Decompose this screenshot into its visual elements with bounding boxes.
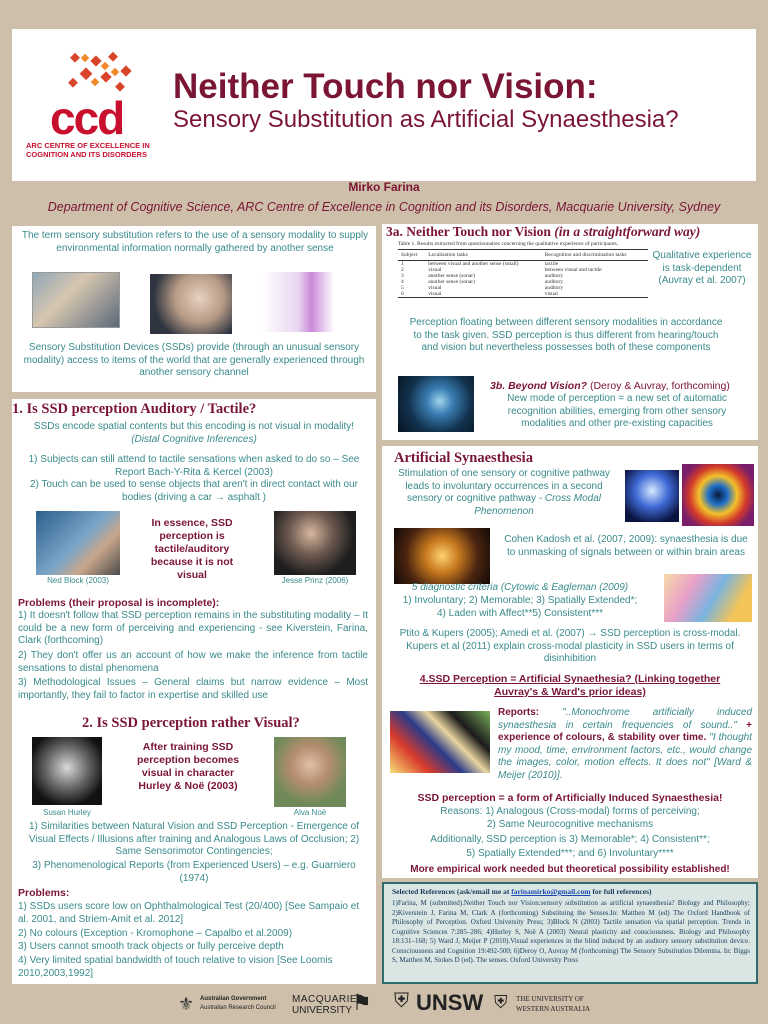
qualitative-text: Qualitative experience is task-dependent (Auvray et al. 2007): [652, 250, 752, 286]
table-cell: 1: [401, 261, 404, 267]
ned-block-photo: [36, 511, 120, 575]
references-heading-end: for full references): [592, 887, 652, 896]
australian-government-logo: [178, 992, 276, 1018]
table-cell: visual: [544, 291, 558, 297]
s1-item1: 1) Subjects can still attend to tactile sensations when asked to do so – See Report Bach-Y-Rita & Kercel (2003): [28, 454, 360, 478]
s3a-heading: [386, 224, 700, 240]
floating-text: Perception floating between different sensory modalities in accordance to the task given. SSD perception is thus different from hearing/touch and vision but nevertheless possesses both of these components: [409, 317, 723, 353]
s1-item2: 2) Touch can be used to sense objects that aren't in direct contact with our bodies (driving a car → asphalt ): [29, 479, 359, 503]
unsw-text: UNSW: [416, 990, 484, 1015]
stimulation-text: [394, 468, 614, 518]
intro-text: The term sensory substitution refers to the use of a sensory modality to supply environmental information normally gathered by another sense: [21, 230, 369, 254]
jesse-prinz-caption: Jesse Prinz (2006): [281, 576, 349, 585]
s1-p1: [26, 421, 362, 446]
s2-p1: 1) Similarities between Natural Vision and SSD Perception - Emergence of Visual Effects / Illusions after training and Analogous Laws of Occlusion; 2) Same Sensorimotor Contingencies;: [28, 821, 360, 857]
colorful-eye-image: [682, 464, 754, 526]
s1-prob3: 3) Methodological Issues – General claims but narrow evidence – Most importantly, they fail to factor in expertise and skilled use: [18, 677, 368, 701]
abstract-art-image: [664, 574, 752, 622]
table-cell: 2: [401, 267, 404, 273]
device-collage-image: [32, 272, 120, 328]
s1-essence: In essence, SSD perception is tactile/auditory because it is not visual: [150, 517, 234, 581]
macquarie-logo: [292, 992, 382, 1018]
results-table: [398, 249, 648, 298]
s4-heading: 4.SSD Perception = Artificial Synaethesia? (Linking together Auvray's & Ward's prior ideas): [419, 673, 721, 698]
section-3-panel: [382, 224, 758, 440]
s2-heading: 2. Is SSD perception rather Visual?: [82, 715, 300, 731]
unsw-logo: [394, 990, 490, 1020]
footer-bar: [0, 986, 768, 1024]
ssd-text: Sensory Substitution Devices (SSDs) provide (through an unusual sensory modality) access to items of the world that are generally experienced through another sensory channel: [23, 342, 365, 378]
s2-problems-heading: Problems:: [18, 887, 70, 899]
poster-subtitle: Sensory Substitution as Artificial Synaesthesia?: [173, 106, 679, 133]
reports-quote-2: "I thought my mood, time, environment factors, etc., would change the images, color, motion effects. It does not" [Ward & Meijer (2010)].: [498, 732, 752, 781]
intro-panel: [12, 226, 376, 392]
table-cell: auditory: [544, 279, 564, 285]
table-cell: 3: [401, 273, 404, 279]
ned-block-caption: Ned Block (2003): [47, 576, 109, 585]
reports-plus: + experience of colours, & stability over time.: [498, 719, 752, 743]
table-row: [398, 291, 648, 298]
header-panel: [12, 29, 756, 181]
table-cell: tactile: [544, 261, 559, 267]
table-cell: between visual and tactile: [544, 267, 602, 273]
table-cell: visual: [428, 285, 442, 291]
crest-icon: ⚜: [178, 994, 195, 1014]
s1-prob1: 1) It doesn't follow that SSD perception remains in the substituting modality – It could be a new form of perceiving and experiencing - see Kiverstein, Farina, Clark (forthcoming): [18, 610, 368, 646]
reports-quote-1: "..Monochrome artificially induced synaesthesia in certain frequencies of sound..": [498, 707, 753, 731]
synaesthesia-panel: [382, 446, 758, 878]
qualitative-table: [398, 241, 648, 298]
references-text: 1)Farina, M (submitted).Neither Touch nor Vision:sensory substitution as artificial synaesthesia? Biology and Philosophy; 2)Kiverstein J, Farina M, Clark A (forthcoming) Substituing the Senses.In: Matthen M (ed) The Oxford Handbook of Philosophy of Perception. Oxford University Press; 3)Block N (2003) Tactile sensation via spatial perception. Trends in Cognitive Sciences 7:285–286; 4)Hurley S, Noë A (2003) Neural plasticity and consciousness. Biology and Philosophy 18:131–168; 5) Ward J, Meijer P (2010).Visual experiences in the blind induced by an auditory sensory substitution device. Consciousness and Cognition 19:492-500; 6)Deroy O, Auvray M (forthcoming) The Sensory Substitution Dilemma. In: Biggs S, Matthen M, Stokes D (ed). The senses. Oxford University Press: [392, 899, 750, 964]
s2-prob3: 3) Users cannot smooth track objects or fully perceive depth: [18, 941, 284, 952]
ccd-caption-1: ARC CENTRE OF EXCELLENCE IN: [26, 141, 150, 150]
references-email[interactable]: farinamirko@gmail.com: [511, 887, 591, 896]
unsw-crest-icon: ⛨: [394, 990, 409, 1012]
cohen-text: Cohen Kadosh et al. (2007, 2009): synaesthesia is due to unmasking of signals between or within brain areas: [504, 534, 748, 558]
references-heading: [392, 887, 652, 896]
alva-noe-caption: Alva Noë: [293, 808, 327, 817]
s3a-heading-italic: (in a straightforward way): [554, 224, 701, 239]
s1-p1-text: SSDs encode spatial contents but this encoding is not visual in modality!: [33, 421, 355, 432]
s4-more: More empirical work needed but theoretical possibility established!: [410, 864, 730, 875]
table-cell: visual: [428, 291, 442, 297]
ptito-text: Ptito & Kupers (2005); Amedi et al. (2007) → SSD perception is cross-modal. Kupers et al (2011) explain cross-modal plasticity in SSD users in terms of disinhibition: [399, 628, 741, 664]
s4-additionally-2: 5) Spatially Extended***; and 6) Involuntary****: [466, 848, 674, 859]
table-cell: auditory: [544, 273, 564, 279]
synaesthesia-heading: Artificial Synaesthesia: [394, 450, 533, 466]
s4-additionally: Additionally, SSD perception is 3) Memorable*; 4) Consistent**;: [430, 834, 710, 845]
table-header: Localisation tasks: [428, 252, 468, 258]
alva-noe-photo: [274, 737, 346, 807]
s1-problems-heading: Problems (their proposal is incomplete):: [18, 597, 220, 609]
s4-conclusion: SSD perception = a form of Artificially Induced Synaesthesia!: [417, 792, 723, 804]
s3b-heading-text: 3b. Beyond Vision?: [490, 380, 588, 392]
s3b-heading-ref: (Deroy & Auvray, forthcoming): [589, 380, 730, 392]
susan-hurley-caption: Susan Hurley: [42, 808, 92, 817]
stimulation-main: Stimulation of one sensory or cognitive pathway leads to involuntary occurrences in a second sensory or cognitive pathway: [398, 468, 610, 504]
gov-line-2: Australian Research Council: [200, 1005, 276, 1011]
s2-prob4: 4) Very limited spatial bandwidth of touch relative to vision [See Loomis 2010,2003,1992]: [18, 955, 333, 979]
criteria-2: 4) Laden with Affect**5) Consistent***: [436, 608, 604, 619]
reports-block: [498, 707, 752, 782]
references-panel: [382, 882, 758, 984]
mq-line-2: UNIVERSITY: [292, 1005, 353, 1016]
ssd-user-photo: [150, 274, 232, 334]
poster-title: Neither Touch nor Vision:: [173, 67, 598, 106]
s1-prob2: 2) They don't offer us an account of how we make the inference from tactile sensations to distal phenomena: [18, 650, 368, 674]
affiliation: Department of Cognitive Science, ARC Centre of Excellence in Cognition and its Disorders, Macquarie University, Sydney: [47, 200, 721, 214]
table-header: Recognition and discrimination tasks: [544, 252, 627, 258]
table-cell: 5: [401, 285, 404, 291]
s2-prob2: 2) No colours (Exception - Kromophone – Capalbo et al.2009): [18, 928, 293, 939]
table-cell: 6: [401, 291, 404, 297]
table-cell: auditory: [544, 285, 564, 291]
uwa-crest-icon: ⛨: [494, 992, 508, 1012]
hands-light-image: [625, 470, 679, 522]
kandinsky-image: [390, 711, 490, 773]
uwa-line-2: WESTERN AUSTRALIA: [516, 1005, 591, 1013]
susan-hurley-photo: [32, 737, 102, 805]
s2-training: After training SSD perception becomes visual in character Hurley & Noë (2003): [136, 741, 240, 792]
references-heading-text: Selected References (ask/email me at: [392, 887, 510, 896]
sections-1-2-panel: [12, 399, 376, 984]
gov-line-1: Australian Government: [200, 996, 267, 1002]
criteria-1: 1) Involuntary; 2) Memorable; 3) Spatially Extended*;: [402, 595, 638, 606]
lighthouse-icon: ⚑: [352, 990, 372, 1015]
eye-image: [398, 376, 474, 432]
ssd-diagram-image: [262, 272, 352, 332]
neuron-image: [394, 528, 490, 584]
s2-prob1: 1) SSDs users score low on Ophthalmological Test (20/400) [See Sampaio et al. 2001, and Striem-Amit et al. 2012]: [18, 901, 360, 925]
s1-heading: 1. Is SSD perception Auditory / Tactile?: [12, 401, 257, 417]
table-cell: another sense (sonar): [428, 273, 475, 279]
uwa-line-1: THE UNIVERSITY OF: [516, 995, 584, 1003]
table-cell: visual: [428, 267, 442, 273]
s4-reasons: Reasons: 1) Analogous (Cross-modal) forms of perceiving;: [440, 806, 700, 817]
reports-label: Reports:: [498, 707, 540, 718]
s4-reasons-2: 2) Same Neurocognitive mechanisms: [486, 819, 654, 830]
stimulation-italic: - Cross Modal Phenomenon: [474, 493, 601, 517]
table-cell: another sense (sonar): [428, 279, 475, 285]
table-cell: 4: [401, 279, 404, 285]
author-name: Mirko Farina: [348, 180, 420, 194]
mq-line-1: MACQUARIE: [292, 994, 358, 1005]
s1-p1-italic: (Distal Cognitive Inferences): [131, 433, 257, 445]
table-cell: between visual and another sense (small): [428, 261, 519, 267]
criteria-heading: 5 diagnostic criteria (Cytowic & Eagleman (2009): [411, 582, 629, 593]
ccd-logo-text: ccd: [50, 92, 124, 144]
table-header: Subject: [401, 252, 418, 258]
s2-p2: 3) Phenomenological Reports (from Experienced Users) – e.g. Guarniero (1974): [32, 860, 356, 884]
ccd-caption-2: COGNITION AND ITS DISORDERS: [26, 150, 147, 159]
s3a-heading-text: 3a. Neither Touch nor Vision: [386, 224, 551, 239]
jesse-prinz-photo: [274, 511, 356, 575]
uwa-logo: [494, 992, 614, 1018]
s3b-text: New mode of perception = a new set of automatic recognition abilities, emerging from other sensory modalities and other pre-existing capacities: [507, 393, 727, 429]
table-caption: Table 1. Results extracted from questionnaires concerning the qualitative experience of participants.: [398, 241, 618, 247]
s3b-heading: [490, 380, 730, 392]
